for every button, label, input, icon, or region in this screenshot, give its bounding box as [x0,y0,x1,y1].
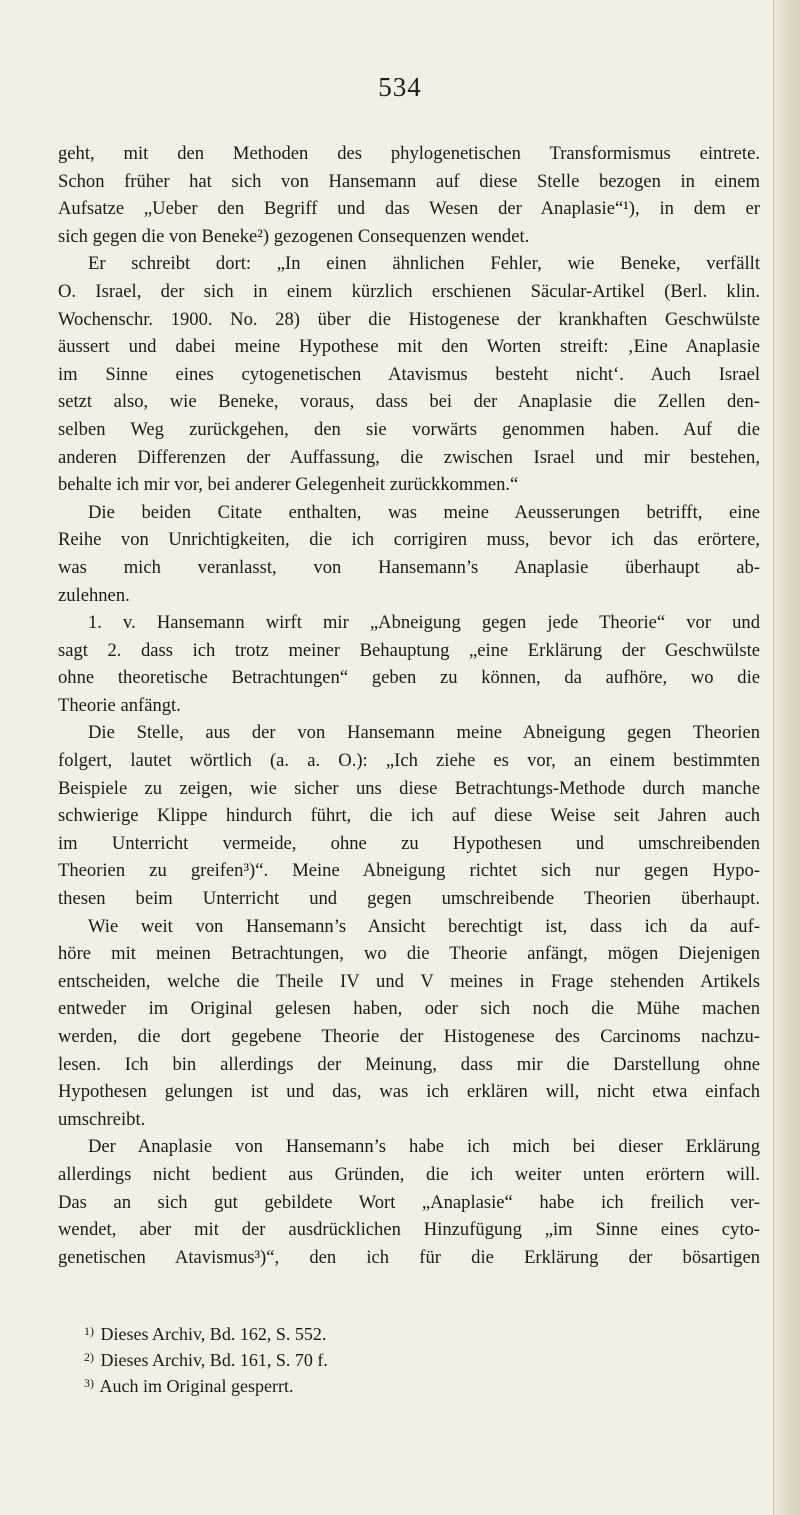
text-line: höre mit meinen Betrachtungen, wo die Theorie anfängt, mögen Diejenigen [58,943,760,965]
text-line: O. Israel, der sich in einem kürzlich erschienen Säcular-Artikel (Berl. klin. [58,280,760,302]
text-line: thesen beim Unterricht und gegen umschreibende Theorien überhaupt. [58,888,760,910]
text-line: Schon früher hat sich von Hansemann auf diese Stelle bezogen in einem [58,170,760,192]
footnote [84,1370,724,1396]
text-line: lesen. Ich bin allerdings der Meinung, dass mir die Darstellung ohne [58,1053,760,1075]
footnote-marker: 1) [84,1324,94,1338]
text-line: folgert, lautet wörtlich (a. a. O.): „Ich ziehe es vor, an einem bestimmten [58,750,760,772]
footnote [84,1344,724,1370]
text-line: werden, die dort gegebene Theorie der Histogenese des Carcinoms nachzu- [58,1026,760,1047]
text-line: entscheiden, welche die Theile IV und V meines in Frage stehenden Artikels [58,970,760,992]
footnote [84,1318,724,1344]
text-line: Wochenschr. 1900. No. 28) über die Histogenese der krankhaften Geschwülste [58,308,760,330]
text-line: schwierige Klippe hindurch führt, die ich auf diese Weise seit Jahren auch [58,805,760,827]
text-line: Die beiden Citate enthalten, was meine Aeusserungen betrifft, eine [88,501,760,523]
text-line: geht, mit den Methoden des phylogenetischen Transformismus eintrete. [58,143,760,164]
text-line: wendet, aber mit der ausdrücklichen Hinzufügung „im Sinne eines cyto- [58,1219,760,1241]
text-line: Hypothesen gelungen ist und das, was ich erklären will, nicht etwa einfach [58,1081,760,1103]
text-line: sich gegen die von Beneke²) gezogenen Consequenzen wendet. [58,225,530,247]
text-line: selben Weg zurückgehen, den sie vorwärts genommen haben. Auf die [58,418,760,440]
text-line: anderen Differenzen der Auffassung, die zwischen Israel und mir bestehen, [58,446,760,468]
text-line: Das an sich gut gebildete Wort „Anaplasie“ habe ich freilich ver- [58,1191,760,1213]
text-line: Aufsatze „Ueber den Begriff und das Wesen der Anaplasie“¹), in dem er [58,198,760,220]
text-line: Theorie anfängt. [58,694,181,716]
text-line: allerdings nicht bedient aus Gründen, die ich weiter unten erörtern will. [58,1163,760,1185]
adjacent-page-edge [773,0,800,1515]
text-line: Reihe von Unrichtigkeiten, die ich corrigiren muss, bevor ich das erörtere, [58,529,760,551]
text-line: im Sinne eines cytogenetischen Atavismus besteht nicht‘. Auch Israel [58,363,760,385]
footnote-text: Dieses Archiv, Bd. 162, S. 552. [96,1324,327,1344]
footnote-marker: 3) [84,1376,94,1390]
text-line: was mich veranlasst, von Hansemann’s Anaplasie überhaupt ab- [58,556,760,578]
text-line: ohne theoretische Betrachtungen“ geben zu können, da aufhöre, wo die [58,667,760,689]
text-line: zulehnen. [58,584,130,606]
text-line: Beispiele zu zeigen, wie sicher uns diese Betrachtungs-Methode durch manche [58,777,760,799]
page-number: 534 [378,72,422,102]
text-line: Der Anaplasie von Hansemann’s habe ich mich bei dieser Erklärung [88,1136,760,1158]
footnote-marker: 2) [84,1350,94,1364]
body-text [58,140,760,1271]
text-line: umschreibt. [58,1108,146,1130]
text-line: behalte ich mir vor, bei anderer Gelegenheit zurückkommen.“ [58,474,519,496]
text-line: Theorien zu greifen³)“. Meine Abneigung richtet sich nur gegen Hypo- [58,860,760,882]
footnote-text: Auch im Original gesperrt. [96,1376,294,1396]
text-line: sagt 2. dass ich trotz meiner Behauptung „eine Erklärung der Geschwülste [58,639,760,661]
footnote-text: Dieses Archiv, Bd. 161, S. 70 f. [96,1350,328,1370]
text-line: entweder im Original gelesen haben, oder sich noch die Mühe machen [58,998,760,1020]
footnotes [84,1318,724,1396]
text-line: im Unterricht vermeide, ohne zu Hypothesen und umschreibenden [58,832,760,854]
text-line: genetischen Atavismus³)“, den ich für die Erklärung der bösartigen [58,1246,760,1268]
text-line: 1. v. Hansemann wirft mir „Abneigung gegen jede Theorie“ vor und [88,612,760,634]
text-line: Wie weit von Hansemann’s Ansicht berechtigt ist, dass ich da auf- [88,915,760,937]
text-line: Er schreibt dort: „In einen ähnlichen Fehler, wie Beneke, verfällt [88,253,760,275]
text-line: setzt also, wie Beneke, voraus, dass bei der Anaplasie die Zellen den- [58,391,760,413]
text-line: äussert und dabei meine Hypothese mit den Worten streift: ‚Eine Anaplasie [58,336,760,358]
text-line: Die Stelle, aus der von Hansemann meine Abneigung gegen Theorien [88,722,760,744]
